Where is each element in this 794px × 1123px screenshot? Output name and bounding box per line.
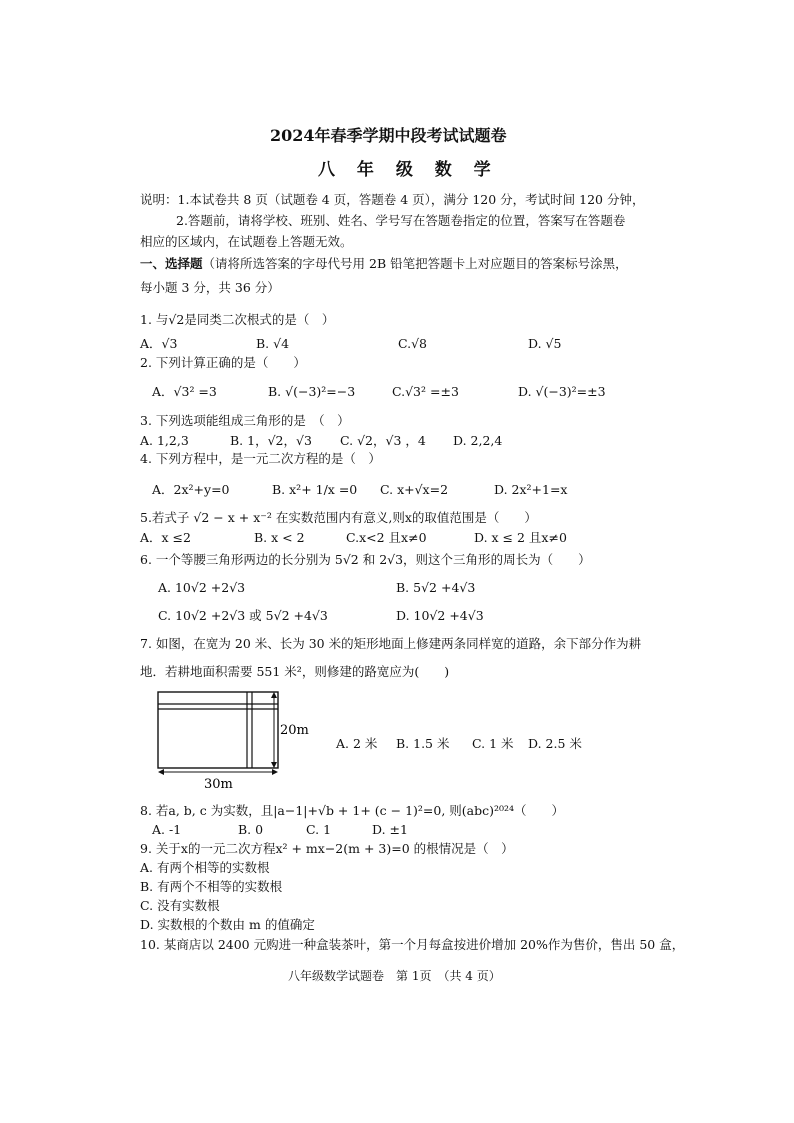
option: B. x²+ 1/x =0 [272, 482, 358, 497]
option: C. √2，√3 ，4 [340, 433, 426, 448]
arrow-head [272, 769, 278, 775]
option: D. 2x²+1=x [494, 482, 568, 497]
question-stem: 8. 若a, b, c 为实数，且|a−1|+√b + 1+ (c − 1)²=0, 则(abc)²⁰²⁴（ ） [140, 803, 565, 818]
option: D. √5 [528, 336, 562, 351]
arrow-head [271, 692, 277, 698]
section-note: （请将所选答案的字母代号用 2B 铅笔把答题卡上对应题目的答案标号涂黑， [202, 256, 628, 271]
question-stem: 5.若式子 √2 − x + x⁻² 在实数范围内有意义,则x的取值范围是（ ） [140, 510, 537, 525]
question-stem-line-2: 地．若耕地面积需要 551 米²，则修建的路宽应为( ) [140, 664, 450, 679]
question-stem: 1. 与√2是同类二次根式的是（ ） [140, 312, 335, 327]
option: D. 实数根的个数由 m 的值确定 [140, 917, 315, 932]
option: D. 10√2 +4√3 [396, 608, 484, 623]
option: D. x ≤ 2 且x≠0 [474, 530, 567, 545]
option: C. 1 [306, 822, 332, 837]
option: A. 10√2 +2√3 [158, 580, 246, 595]
arrow-head [158, 769, 164, 775]
instruction-line-1: 说明：1.本试卷共 8 页（试题卷 4 页，答题卷 4 页），满分 120 分，考试时间 120 分钟， [140, 192, 645, 207]
question-stem: 9. 关于x的一元二次方程x² + mx−2(m + 3)=0 的根情况是（ ） [140, 841, 514, 856]
exam-title: 2024年春季学期中段考试试题卷 [270, 126, 507, 145]
option: A．√3 [140, 336, 178, 351]
section-heading: 一、选择题 [140, 256, 203, 271]
option: C. 10√2 +2√3 或 5√2 +4√3 [158, 608, 328, 623]
question-stem: 4. 下列方程中，是一元二次方程的是（ ） [140, 451, 381, 466]
option: D. 2.5 米 [528, 736, 582, 751]
question-stem: 10. 某商店以 2400 元购进一种盒装茶叶，第一个月每盒按进价增加 20%作为售价，售出 50 盒， [140, 937, 685, 952]
question-stem: 6. 一个等腰三角形两边的长分别为 5√2 和 2√3，则这个三角形的周长为（ ） [140, 552, 591, 567]
option: B. 1，√2，√3 [230, 433, 312, 448]
length-label: 30m [204, 777, 233, 792]
option: C. x+√x=2 [380, 482, 449, 497]
section-heading-row [140, 256, 628, 272]
option: B. 5√2 +4√3 [396, 580, 476, 595]
option: B. √4 [256, 336, 290, 351]
option: B. 0 [238, 822, 264, 837]
option: A．√3² =3 [152, 384, 217, 399]
section-note-line-2: 每小题 3 分，共 36 分） [140, 280, 280, 295]
option: B. √(−3)²=−3 [268, 384, 356, 399]
question-stem: 7. 如图，在宽为 20 米、长为 30 米的矩形地面上修建两条同样宽的道路，余下部分作为耕 [140, 636, 642, 651]
option: B. 1.5 米 [396, 736, 450, 751]
option: D. 2,2,4 [453, 433, 503, 448]
option: C.√8 [398, 336, 428, 351]
option: A. -1 [152, 822, 182, 837]
option: A. 1,2,3 [140, 433, 189, 448]
option: A．2x²+y=0 [152, 482, 230, 497]
question-stem: 3. 下列选项能组成三角形的是 （ ） [140, 413, 350, 428]
option: C. 1 米 [472, 736, 514, 751]
width-label: 20m [280, 723, 309, 738]
option: A. 有两个相等的实数根 [140, 860, 270, 875]
option: C. 没有实数根 [140, 898, 220, 913]
option: B. 有两个不相等的实数根 [140, 879, 283, 894]
option: C.√3² =±3 [392, 384, 459, 399]
page-footer: 八年级数学试题卷 第 1页 （共 4 页） [288, 969, 501, 983]
option: D. √(−3)²=±3 [518, 384, 606, 399]
option: B. x < 2 [254, 530, 305, 545]
instruction-line-2: 2.答题前，请将学校、班别、姓名、学号写在答题卷指定的位置，答案写在答题卷 [176, 213, 626, 228]
instruction-line-3: 相应的区域内，在试题卷上答题无效。 [140, 234, 353, 249]
field-figure [150, 690, 320, 792]
option: C.x<2 且x≠0 [346, 530, 427, 545]
arrow-head [271, 762, 277, 768]
option: A. 2 米 [336, 736, 378, 751]
exam-subject: 八 年 级 数 学 [318, 160, 499, 180]
option: D. ±1 [372, 822, 408, 837]
option: A．x ≤2 [140, 530, 191, 545]
question-stem: 2. 下列计算正确的是（ ） [140, 355, 306, 370]
